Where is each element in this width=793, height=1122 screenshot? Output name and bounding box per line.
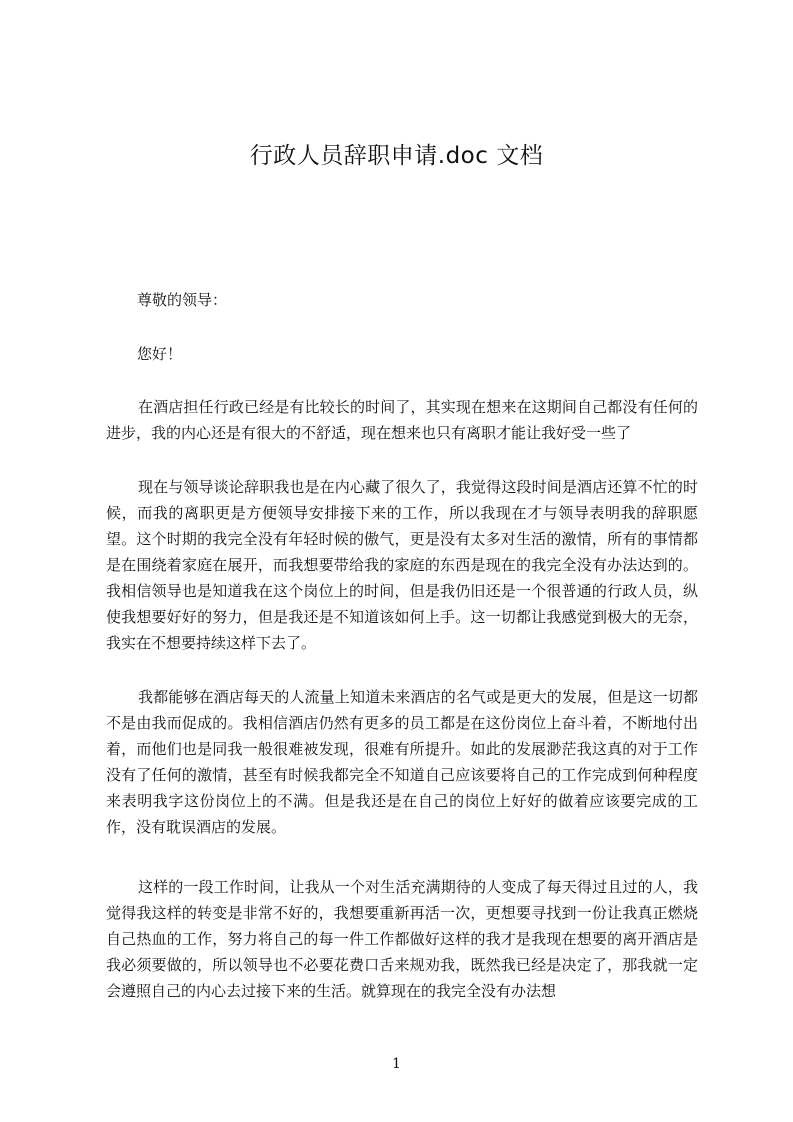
- page-title: 行政人员辞职申请.doc 文档: [249, 143, 544, 169]
- salutation: 尊敬的领导：: [137, 291, 228, 309]
- body-paragraph-3: 我都能够在酒店每天的人流量上知道未来酒店的名气或是更大的发展，但是这一切都不是由我而促成的。我相信酒店仍然有更多的员工都是在这份岗位上奋斗着，不断地付出着，而他们也是同我一般很难被发现，很难有所提升。如此的发展渺茫我这真的对于工作没有了任何的激情，甚至有时候我都完全不知道自己应该要将自己的工作完成到何种程度来表明我字这份岗位上的不满。但是我还是在自己的岗位上好好的做着应该要完成的工作，没有耽误酒店的发展。: [106, 688, 698, 836]
- greeting: 您好！: [137, 345, 183, 363]
- body-paragraph-2: 现在与领导谈论辞职我也是在内心藏了很久了，我觉得这段时间是酒店还算不忙的时候，而我的离职更是方便领导安排接下来的工作，所以我现在才与领导表明我的辞职愿望。这个时期的我完全没有年轻时候的傲气，更是没有太多对生活的激情，所有的事情都是在围绕着家庭在展开，而我想要带给我的家庭的东西是现在的我完全没有办法达到的。我相信领导也是知道我在这个岗位上的时间，但是我仍旧还是一个很普通的行政人员，纵使我想要好好的努力，但是我还是不知道该如何上手。这一切都让我感觉到极大的无奈，我实在不想要持续这样下去了。: [106, 478, 698, 652]
- body-paragraph-4: 这样的一段工作时间，让我从一个对生活充满期待的人变成了每天得过且过的人，我觉得我这样的转变是非常不好的，我想要重新再活一次，更想要寻找到一份让我真正燃烧自己热血的工作，努力将自己的每一件工作都做好这样的我才是我现在想要的离开酒店是我必须要做的，所以领导也不必要花费口舌来规劝我，既然我已经是决定了，那我就一定会遵照自己的内心去过接下来的生活。就算现在的我完全没有办法想: [106, 878, 698, 1000]
- page-number: 1: [392, 1056, 401, 1072]
- body-paragraph-1: 在酒店担任行政已经是有比较长的时间了，其实现在想来在这期间自己都没有任何的进步，我的内心还是有很大的不舒适，现在想来也只有离职才能让我好受一些了: [106, 398, 698, 442]
